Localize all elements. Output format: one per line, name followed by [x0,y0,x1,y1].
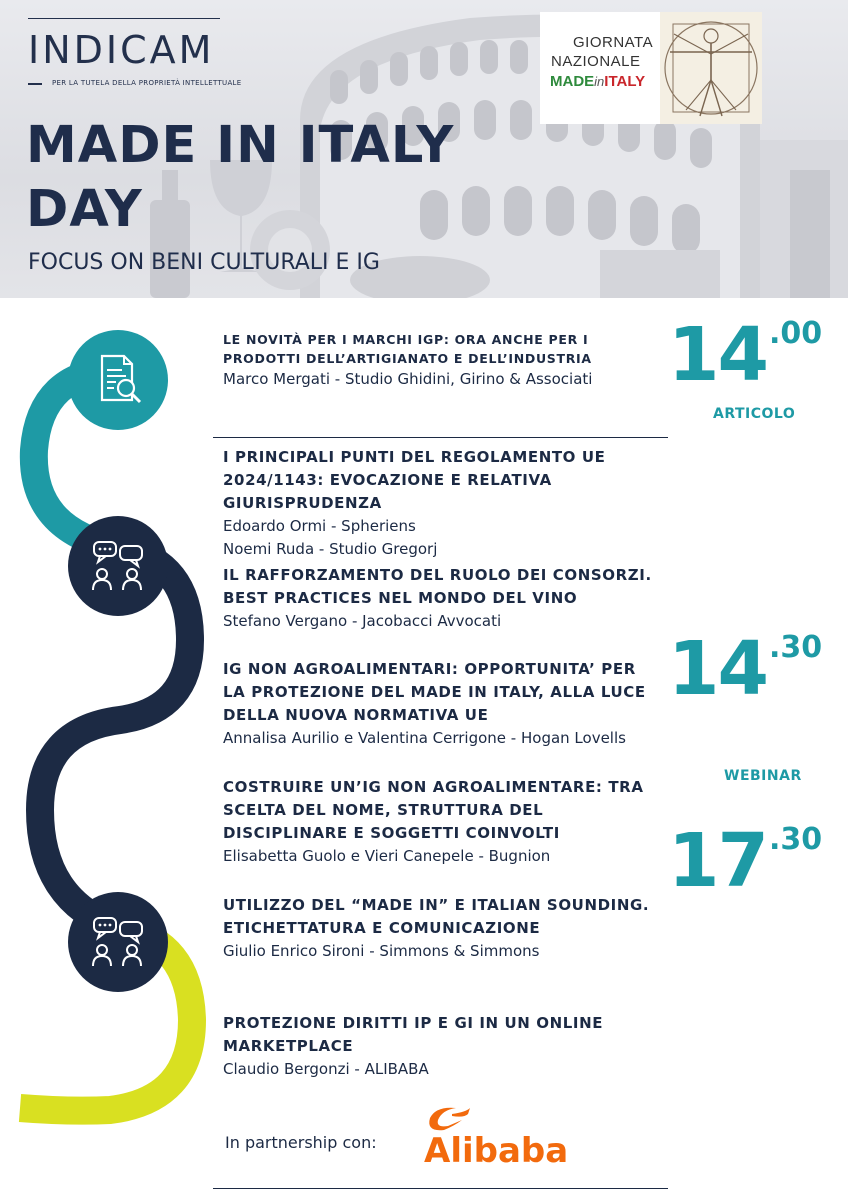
speaker: Claudio Bergonzi - ALIBABA [223,1060,429,1078]
time-minutes: .00 [768,316,823,351]
badge-italy: ITALY [604,73,646,90]
page-title-line1: MADE IN ITALY [26,116,455,175]
badge-line2: NAZIONALE [551,53,641,70]
agenda-item-5 [223,776,653,868]
time-hour: 17 [668,818,767,904]
bottom-divider [213,1188,668,1189]
vitruvian-man-icon [660,12,762,124]
session-title: IG NON AGROALIMENTARI: OPPORTUNITA’ PER LA PROTEZIONE DEL MADE IN ITALY, ALLA LUCE DELLA NUOVA NORMATIVA UE [223,660,646,724]
speaker: Marco Mergati - Studio Ghidini, Girino & Associati [223,370,593,388]
session-title: COSTRUIRE UN’IG NON AGROALIMENTARE: TRA SCELTA DEL NOME, STRUTTURA DEL DISCIPLINARE E SOGGETTI COINVOLTI [223,778,644,842]
speaker: Annalisa Aurilio e Valentina Cerrigone - Hogan Lovells [223,729,626,747]
time-slot-1 [668,312,822,398]
session-title: UTILIZZO DEL “MADE IN” E ITALIAN SOUNDING. ETICHETTATURA E COMUNICAZIONE [223,896,650,937]
chat-people-icon [90,914,146,970]
partner-brand: Alibaba [424,1131,569,1171]
time-label: WEBINAR [724,768,802,784]
speaker: Elisabetta Guolo e Vieri Canepele - Bugnion [223,847,551,865]
agenda-item-6 [223,894,653,963]
giornata-nazionale-badge [540,12,762,124]
agenda-item-2 [223,446,653,561]
logo-divider [28,83,42,85]
chat-people-icon [90,538,146,594]
time-slot-2 [668,626,822,712]
time-minutes: .30 [768,822,823,857]
document-search-icon [92,352,146,406]
speaker: Giulio Enrico Sironi - Simmons & Simmons [223,942,540,960]
time-minutes: .30 [768,630,823,665]
time-label: ARTICOLO [713,406,796,422]
speaker: Stefano Vergano - Jacobacci Avvocati [223,612,502,630]
badge-line3 [550,73,645,90]
speaker: Edoardo Ormi - Spheriens [223,517,416,535]
timeline-path [0,300,220,1200]
time-hour: 14 [668,312,767,398]
badge-in: in [594,74,605,89]
badge-made: MADE [550,73,595,90]
partner-text: In partnership con: [225,1133,377,1152]
agenda-item-4 [223,658,653,750]
badge-line1: GIORNATA [573,34,654,51]
time-hour: 14 [668,626,767,712]
section-divider [213,437,668,438]
session-title: LE NOVITÀ PER I MARCHI IGP: ORA ANCHE PER I PRODOTTI DELL’ARTIGIANATO E DELL’INDUSTRIA [223,332,592,366]
session-title: PROTEZIONE DIRITTI IP E GI IN UN ONLINE MARKETPLACE [223,1014,604,1055]
speaker: Noemi Ruda - Studio Gregorj [223,540,438,558]
header-banner [0,0,848,298]
logo-tagline: PER LA TUTELA DELLA PROPRIETÀ INTELLETTUALE [52,79,242,87]
page-title-line2: DAY [26,180,143,239]
session-title: IL RAFFORZAMENTO DEL RUOLO DEI CONSORZI. BEST PRACTICES NEL MONDO DEL VINO [223,566,652,607]
session-title: I PRINCIPALI PUNTI DEL REGOLAMENTO UE 2024/1143: EVOCAZIONE E RELATIVA GIURISPRUDENZA [223,448,606,512]
time-slot-3 [668,818,822,904]
page-subtitle: FOCUS ON BENI CULTURALI E IG [28,250,380,275]
header-top-line [28,18,220,19]
agenda-item-3 [223,564,653,633]
agenda-item-1 [223,330,653,391]
indicam-logo: INDICAM [28,28,215,72]
agenda-item-7 [223,1012,653,1081]
